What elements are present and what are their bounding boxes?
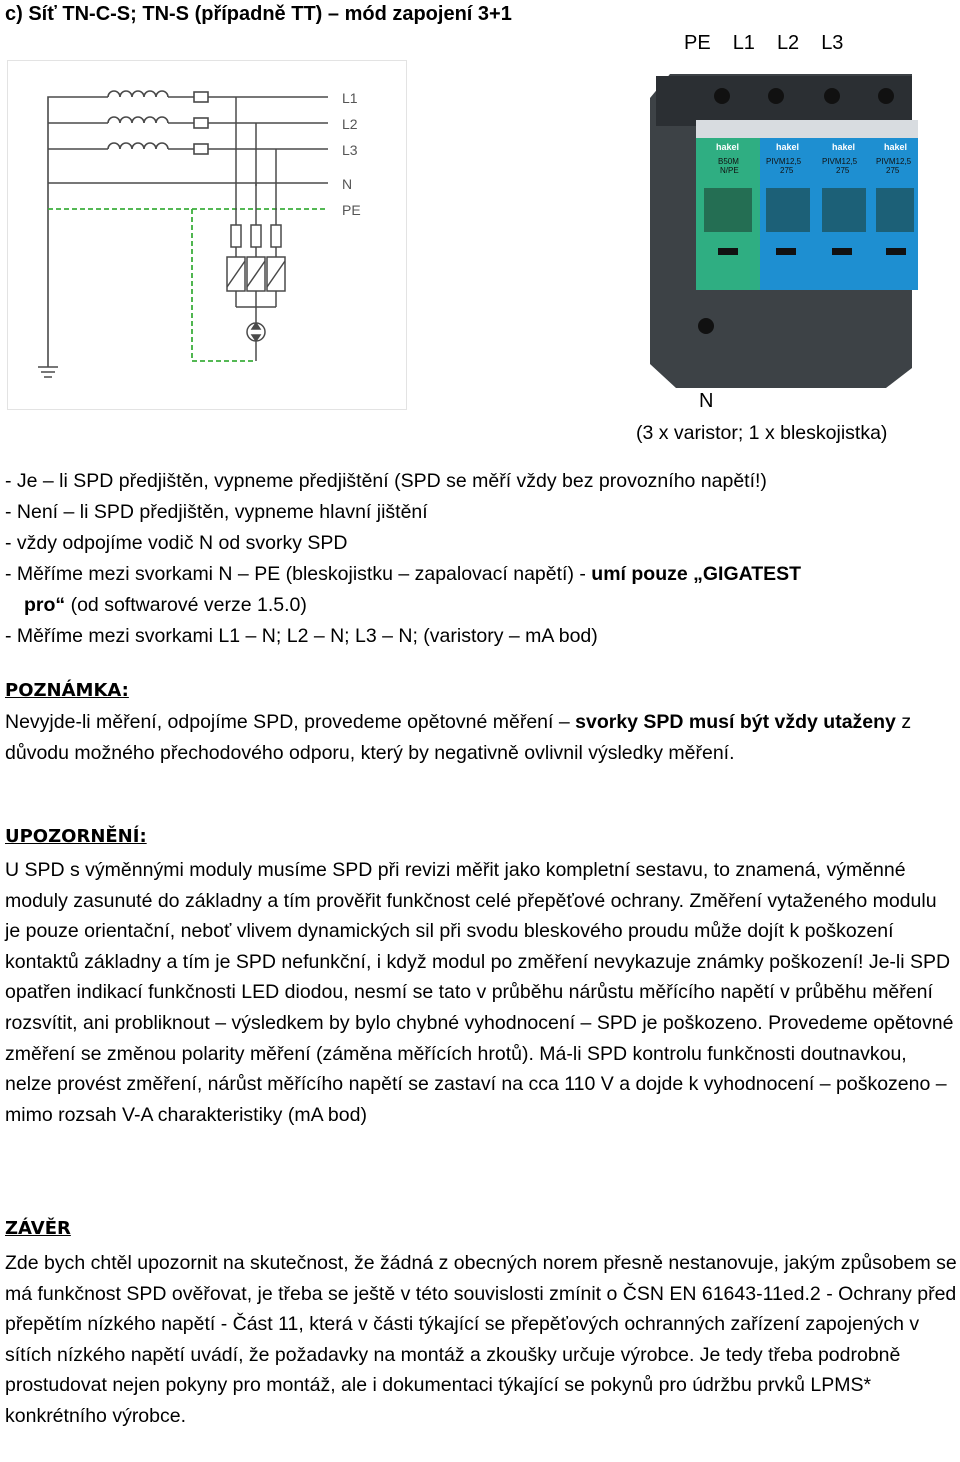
bullet-4-text: - Měříme mezi svorkami N – PE (bleskojistku – zapalovací napětí) - <box>5 563 586 585</box>
bullet-4-version: (od softwarové verze 1.5.0) <box>70 594 307 616</box>
spd-branches <box>227 97 285 361</box>
spd-device-image <box>636 68 922 396</box>
note-text: Nevyjde-li měření, odpojíme SPD, provedeme opětovné měření – <box>5 711 570 733</box>
note-bold: svorky SPD musí být vždy utaženy <box>575 711 896 733</box>
warning-paragraph: U SPD s výměnnými moduly musíme SPD při revizi měřit jako kompletní sestavu, to znamená, výměnné moduly zasunuté do základny a tím prověřit funkčnost celé přepěťové ochrany. Změření vytaženého modulu je pouze orientační, neboť vlivem dynamických sil při svodu bleskového proudu může dojít k poškození kontaktů základny a tím je SPD nefunkční, i když modul po změření nevykazuje známky poškození! Je-li SPD opatřen indikací funkčnosti LED diodou, nesmí se tato v průběhu nárůstu měřícího napětí v průběhu měření rozsvítit, ani probliknout – výsledkem by bylo chybné vyhodnocení – SPD je poškozeno. Provedeme opětovné změření se změnou polarity měření (záměna měřících hrotů). Má-li SPD kontrolu funkčnosti doutnavkou, nelze provést změření, nárůst měřícího napětí se zastaví na cca 110 V a dojde k vyhodnocení – poškozeno – mimo rozsah V-A charakteristiky (mA bod) <box>5 859 954 1126</box>
spd-device-svg <box>636 68 922 396</box>
diagram-labels <box>342 90 361 218</box>
diagram-label-pe: PE <box>342 202 361 218</box>
device-caption: (3 x varistor; 1 x bleskojistka) <box>636 422 888 444</box>
bullet-1: - Je – li SPD předjištěn, vypneme předjištění (SPD se měří vždy bez provozního napětí!) <box>5 470 767 492</box>
diagram-label-n: N <box>342 176 353 192</box>
transformer-coils <box>38 91 168 377</box>
note-heading: POZNÁMKA: <box>5 680 129 701</box>
module-3-brand: hakel <box>832 142 856 152</box>
bullet-4 <box>5 563 801 586</box>
bullet-4-bold-cont: pro“ <box>24 594 66 616</box>
conclusion-paragraph: Zde bych chtěl upozornit na skutečnost, že žádná z obecných norem přesně nestanovuje, jakým způsobem se má funkčnost SPD ověřovat, je třeba se ještě v této souvislosti zmínit o ČSN EN 61643-11ed.2 - Ochrany před přepětím nízkého napětí - Část 11, která v části týkající se přepěťových ochranných zařízení zapojených v sítích nízkého napětí uvádí, že požadavky na montáž a zkoušky určuje výrobce. Je tedy třeba podrobně prostudovat nejen pokyny pro montáž, ale i dokumentaci týkající se pokynů pro údržbu prvků LPMS* konkrétního výrobce. <box>5 1252 957 1427</box>
conclusion-heading: ZÁVĚR <box>5 1218 71 1239</box>
diagram-label-l3: L3 <box>342 142 358 158</box>
module-1-sub: N/PE <box>720 166 739 175</box>
pole-label-l3: L3 <box>821 32 844 54</box>
module-2-brand: hakel <box>776 142 800 152</box>
phase-lines <box>48 92 328 183</box>
warning-heading: UPOZORNĚNÍ: <box>5 826 147 847</box>
module-4-sub: 275 <box>886 166 900 175</box>
module-4-name: PIVM12,5 <box>876 157 912 166</box>
diagram-label-l2: L2 <box>342 116 358 132</box>
module-1-name: B50M <box>718 157 739 166</box>
bullet-5: - Měříme mezi svorkami L1 – N; L2 – N; L3 – N; (varistory – mA bod) <box>5 625 598 647</box>
bullet-3: - vždy odpojíme vodič N od svorky SPD <box>5 532 348 554</box>
bullet-4-continued <box>24 594 307 617</box>
module-1-brand: hakel <box>716 142 740 152</box>
note-paragraph <box>5 707 957 768</box>
wiring-diagram <box>7 60 407 410</box>
pe-conductor <box>48 209 328 361</box>
pole-labels <box>684 32 865 55</box>
bullet-2: - Není – li SPD předjištěn, vypneme hlavní jištění <box>5 501 428 523</box>
section-title: c) Síť TN-C-S; TN-S (případně TT) – mód zapojení 3+1 <box>5 3 512 25</box>
bullet-4-bold: umí pouze „GIGATEST <box>591 563 802 585</box>
pole-label-l2: L2 <box>776 32 800 54</box>
wiring-diagram-svg <box>8 61 406 409</box>
module-3-sub: 275 <box>836 166 850 175</box>
device-n-label: N <box>699 390 714 412</box>
module-2-name: PIVM12,5 <box>766 157 802 166</box>
module-3-name: PIVM12,5 <box>822 157 858 166</box>
note-text-end: z důvodu možného přechodového odporu, který by negativně ovlivnil výsledky měření. <box>5 711 912 764</box>
pole-label-l1: L1 <box>732 32 755 54</box>
module-4-brand: hakel <box>884 142 908 152</box>
pole-label-pe: PE <box>684 32 711 54</box>
module-2-sub: 275 <box>780 166 794 175</box>
diagram-label-l1: L1 <box>342 90 358 106</box>
